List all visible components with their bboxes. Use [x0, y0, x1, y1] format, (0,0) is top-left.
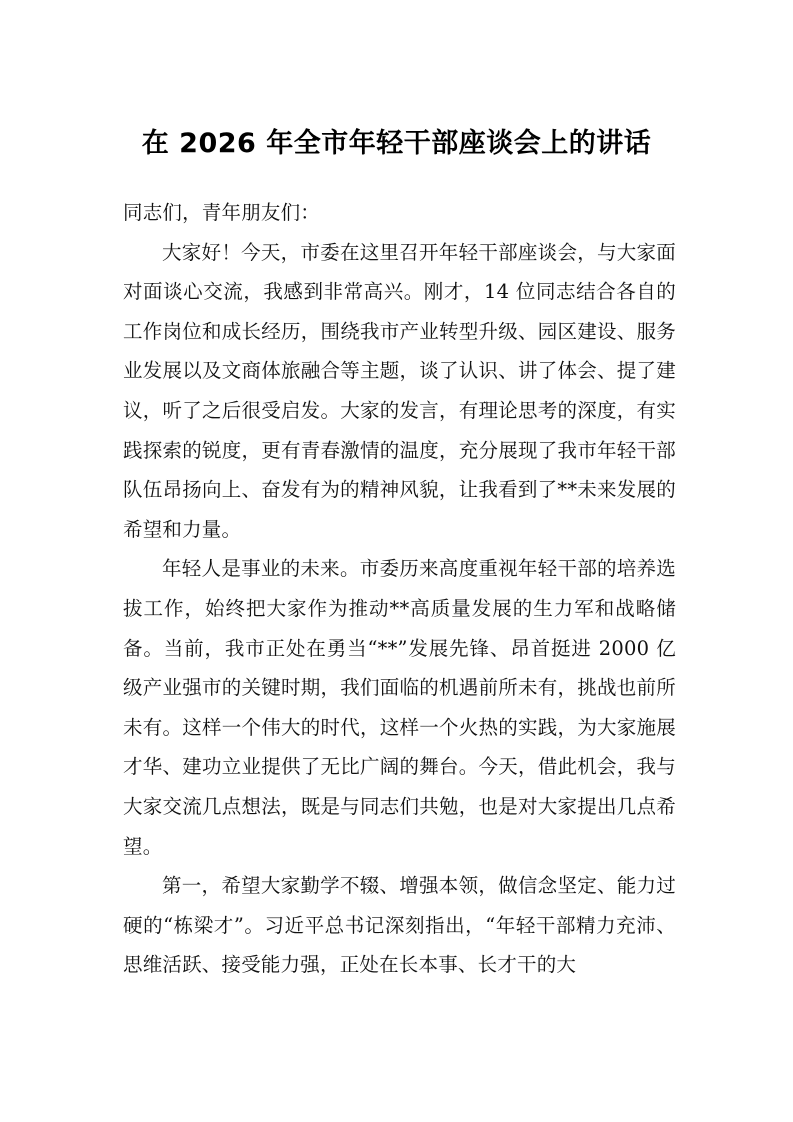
- paragraph: 年轻人是事业的未来。市委历来高度重视年轻干部的培养选拔工作，始终把大家作为推动**高质量发展的生力军和战略储备。当前，我市正处在勇当“**”发展先锋、昂首挺进 2000 亿级产业强市的关键时期，我们面临的机遇前所未有，挑战也前所未有。这样一个伟大的时代，这样一个火热的实践，为大家施展才华、建功立业提供了无比广阔的舞台。今天，借此机会，我与大家交流几点想法，既是与同志们共勉，也是对大家提出几点希望。: [123, 557, 676, 858]
- document-body: [123, 193, 676, 985]
- salutation: 同志们，青年朋友们：: [123, 201, 321, 224]
- paragraph: 大家好！今天，市委在这里召开年轻干部座谈会，与大家面对面谈心交流，我感到非常高兴。刚才，14 位同志结合各自的工作岗位和成长经历，围绕我市产业转型升级、园区建设、服务业发展以及文商体旅融合等主题，谈了认识、讲了体会、提了建议，听了之后很受启发。大家的发言，有理论思考的深度，有实践探索的锐度，更有青春激情的温度，充分展现了我市年轻干部队伍昂扬向上、奋发有为的精神风貌，让我看到了**未来发展的希望和力量。: [123, 240, 676, 541]
- document-title: 在 2026 年全市年轻干部座谈会上的讲话: [141, 128, 652, 159]
- paragraph: 第一，希望大家勤学不辍、增强本领，做信念坚定、能力过硬的“栋梁才”。习近平总书记深刻指出，“年轻干部精力充沛、思维活跃、接受能力强，正处在长本事、长才干的大: [123, 874, 676, 977]
